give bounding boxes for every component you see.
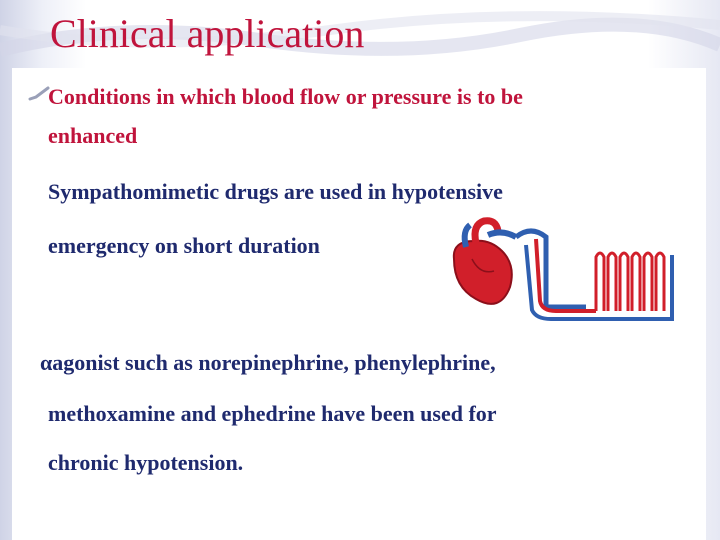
bullet-text-line-1: Conditions in which blood flow or pressure is to be bbox=[48, 84, 523, 109]
body-text-line-4: emergency on short duration bbox=[48, 233, 320, 258]
bullet-icon bbox=[28, 86, 50, 102]
slide-title: Clinical application bbox=[50, 11, 365, 56]
capillary-loops bbox=[596, 253, 664, 311]
bullet-text-line-2: enhanced bbox=[48, 123, 138, 148]
heart-icon bbox=[454, 221, 516, 304]
heart-circulation-illustration bbox=[436, 215, 676, 327]
body-text-line-6: methoxamine and ephedrine have been used for bbox=[48, 401, 497, 426]
body-text-line-7: chronic hypotension. bbox=[48, 450, 244, 475]
body-text-line-3: Sympathomimetic drugs are used in hypotensive bbox=[48, 179, 503, 204]
body-text-line-5: αagonist such as norepinephrine, phenylephrine, bbox=[40, 350, 496, 375]
